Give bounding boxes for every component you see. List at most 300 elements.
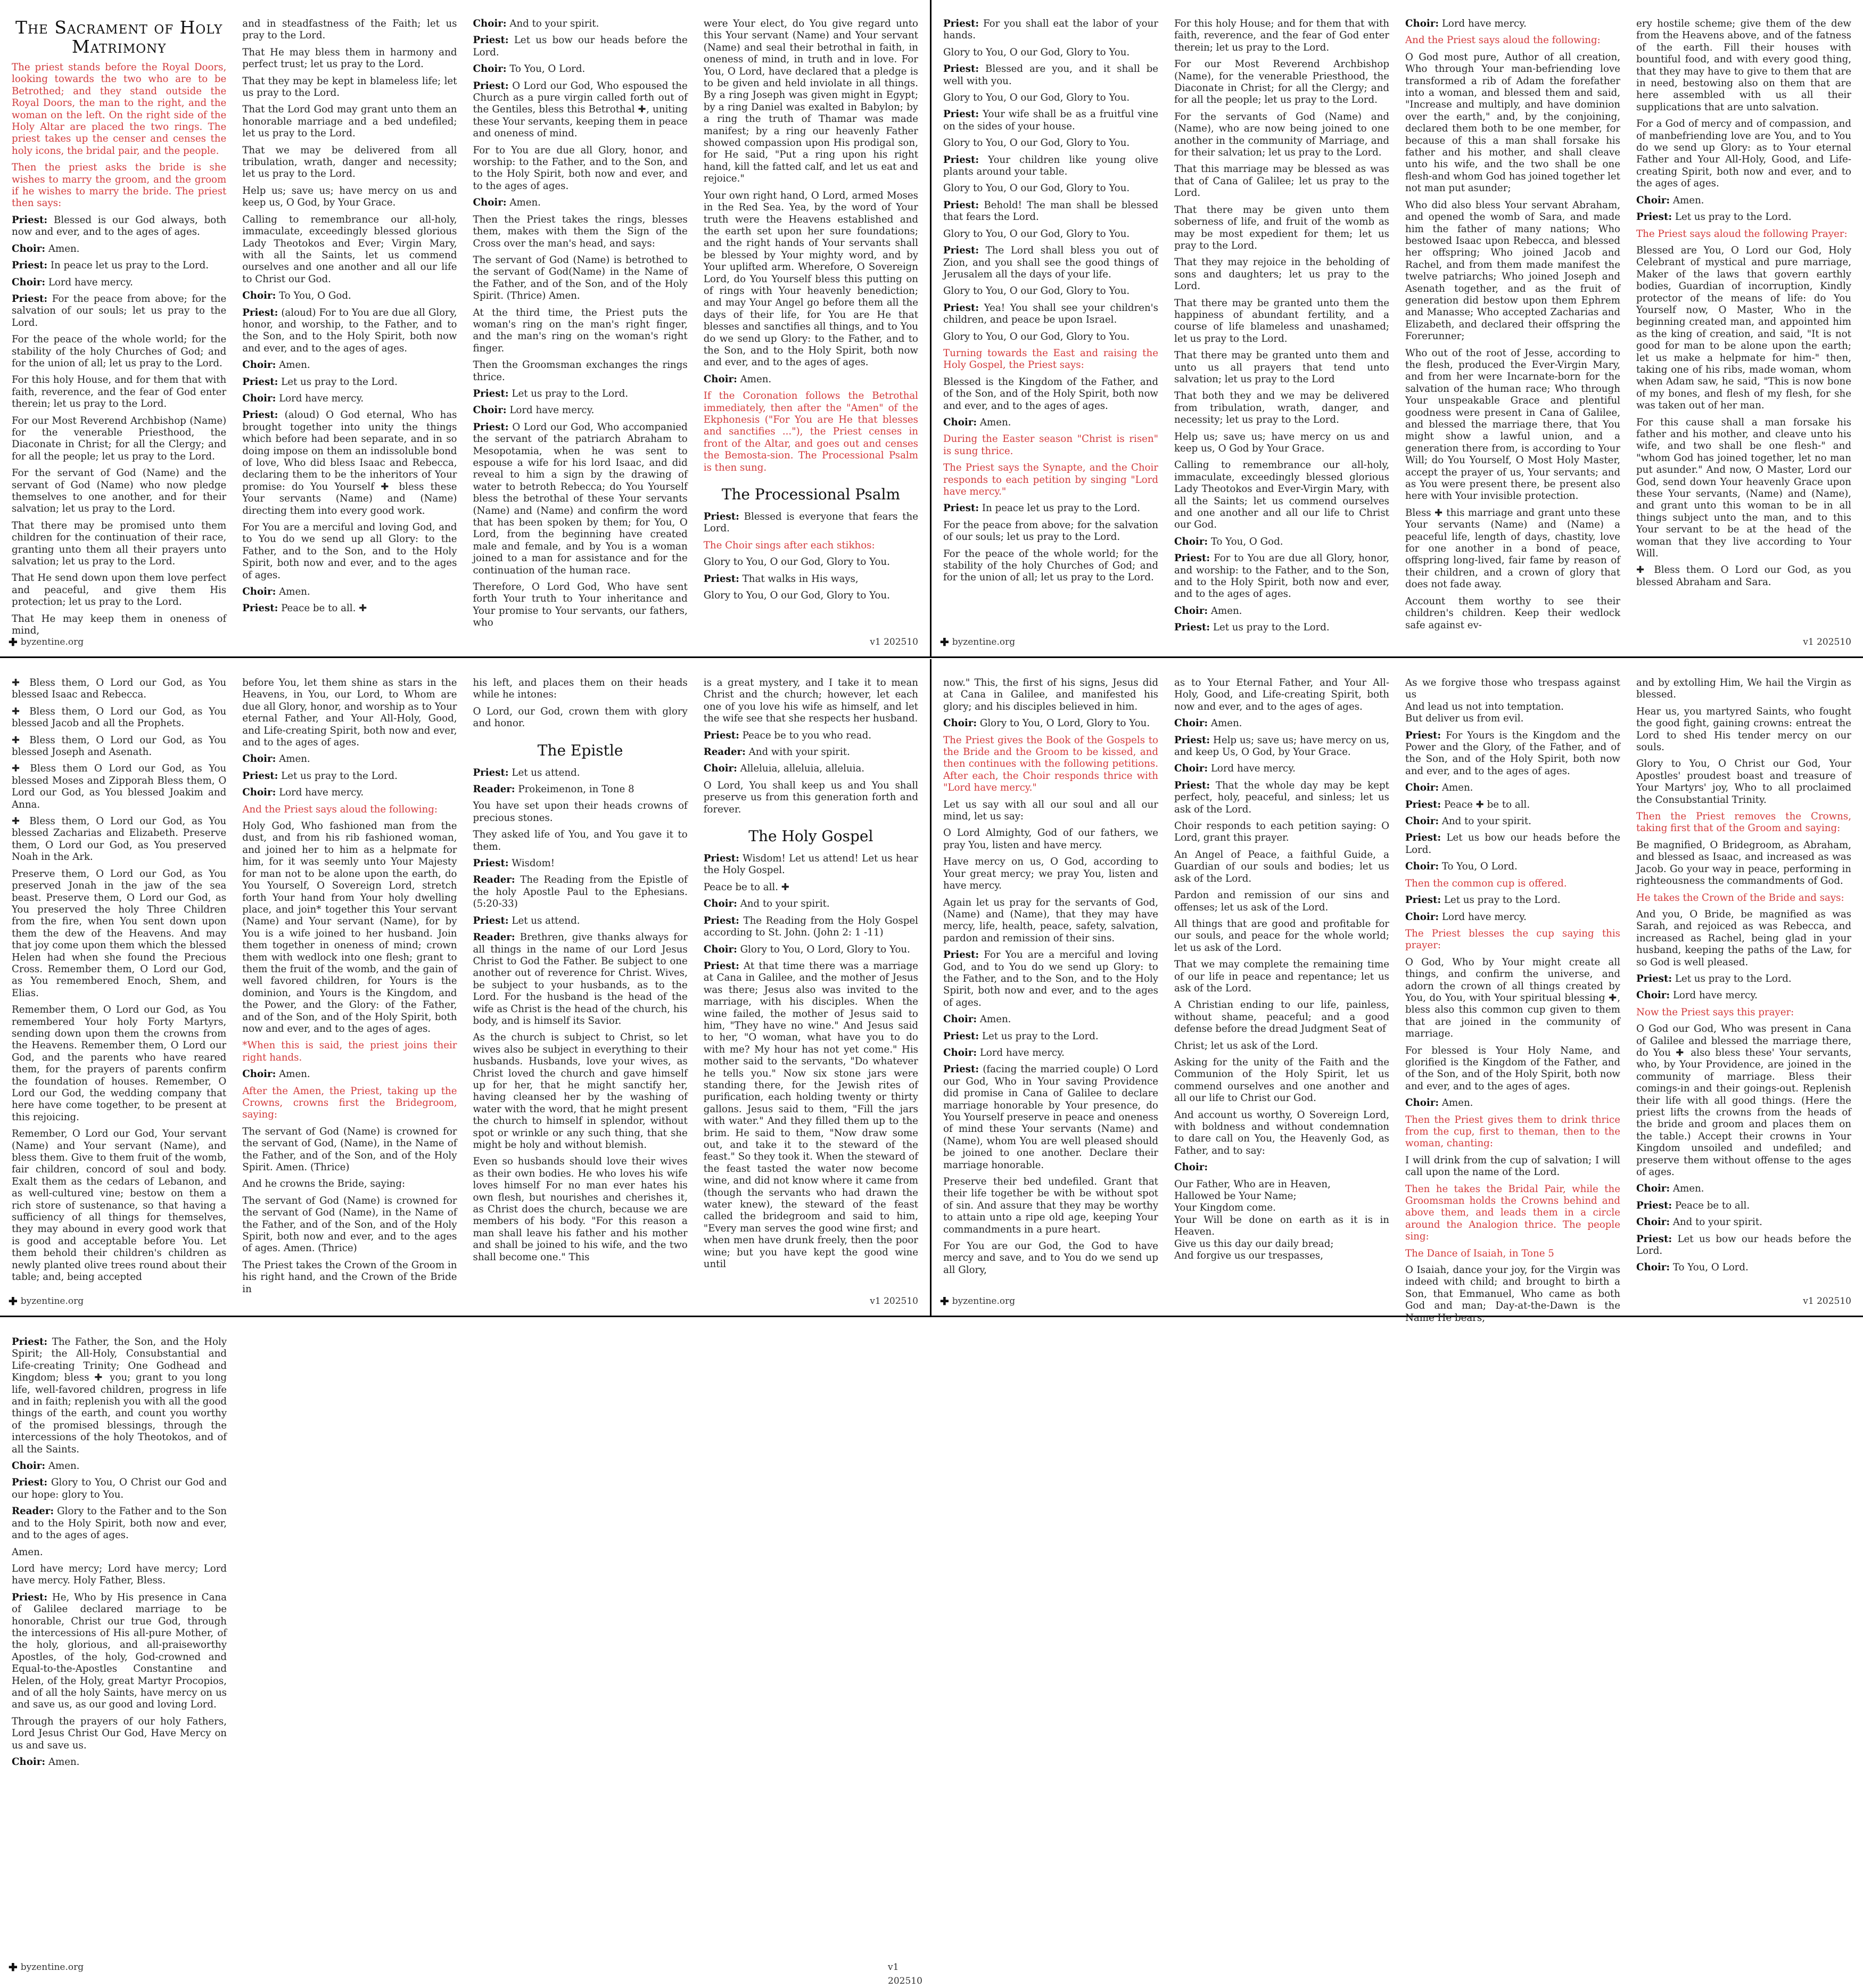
rubric: Then the Priest removes the Crowns, taking first that of the Groom and saying: [1636, 811, 1851, 834]
speaker-label: Choir: [1405, 782, 1439, 794]
paragraph-text: You have set upon their heads crowns of precious stones. [473, 800, 688, 824]
paragraph-text: For You are a merciful and loving God, and to You do we send up Glory: to the Father, and to the Son, and to the Holy Spirit, both now and ever, and to the ages of ages. [943, 949, 1158, 1008]
paragraph-text: For You are our God, the God to have mercy and save, and to You do we send up all Glory, [943, 1241, 1158, 1276]
rubric: The Priest gives the Book of the Gospels to the Bride and the Groom to be kissed, and then continues with the following petitions. After each, the Choir responds thrice with "Lord have mercy." [943, 734, 1158, 794]
text-paragraph [242, 522, 457, 581]
paragraph-text: Amen. [1439, 1097, 1473, 1109]
verse-line: As we forgive those who trespass against us [1405, 677, 1620, 701]
speaker-label: Priest: [943, 1030, 979, 1042]
text-paragraph [12, 735, 226, 759]
text-paragraph [1405, 816, 1620, 827]
paragraph-text: All things that are good and profitable for our souls, and peace for the whole world; let us ask of the Lord. [1174, 918, 1389, 954]
paragraph-text: Amen. [737, 373, 772, 385]
text-paragraph [473, 581, 688, 629]
paragraph-text: as to Your Eternal Father, and Your All-Holy, Good, and Life-creating Spirit, both now and ever, and to the ages of ages. [1174, 677, 1389, 712]
speaker-label: Choir: [1174, 763, 1208, 775]
speaker-label: Priest: [1405, 832, 1441, 844]
paragraph-text: For you shall eat the labor of your hands. [943, 18, 1158, 42]
text-paragraph [12, 572, 226, 608]
verse-line: Give us this day our daily bread; [1174, 1238, 1334, 1250]
text-paragraph [242, 376, 457, 388]
rubric: The priest stands before the Royal Doors, looking towards the two who are to be Betrothed; and they stand outside the Royal Doors, the man to the right, and the woman on the left. On the right side of the Holy Altar are placed the two rings. The priest takes up the censer and censes the holy icons, the bridal pair, and the people. [12, 62, 227, 157]
paragraph-text: Lord have mercy. [1439, 911, 1527, 923]
paragraph-text: And to your spirit. [737, 898, 830, 910]
speaker-label: Priest: [943, 245, 979, 257]
paragraph-text: Glory to the Father and to the Son and to the Holy Spirit, both now and ever, and to the ages of ages. [12, 1506, 227, 1541]
text-paragraph [1636, 1183, 1851, 1195]
site-name: byzentine.org [20, 1962, 84, 1973]
text-paragraph [473, 874, 688, 910]
text-paragraph [12, 374, 226, 410]
paragraph-text: Amen. [45, 243, 80, 254]
speaker-label: Choir: [1174, 605, 1208, 617]
text-paragraph [1174, 1040, 1389, 1052]
speaker-label: Choir: [1636, 1262, 1670, 1274]
text-paragraph [943, 47, 1158, 59]
paragraph-text: Let us say with all our soul and all our mind, let us say: [943, 799, 1158, 823]
rubric: Now the Priest says this prayer: [1636, 1006, 1794, 1018]
text-paragraph [473, 767, 688, 779]
text-paragraph [943, 245, 1158, 281]
speaker-label: Priest: [473, 35, 509, 46]
text-paragraph [12, 1563, 227, 1587]
text-paragraph [473, 706, 688, 730]
text-paragraph [12, 1128, 226, 1283]
text-paragraph [704, 511, 918, 535]
speaker-label: Choir: [1636, 990, 1670, 1001]
paragraph-text: And to your spirit. [1670, 1217, 1762, 1228]
text-paragraph [943, 1014, 1158, 1025]
cross-icon: ✚ [940, 636, 949, 648]
text-paragraph [12, 1477, 227, 1501]
text-paragraph [1636, 909, 1851, 968]
text-paragraph [1636, 211, 1851, 223]
text-paragraph [12, 1716, 227, 1752]
column-4 [1636, 18, 1851, 626]
text-paragraph [1174, 298, 1389, 346]
section-heading: The Epistle [537, 741, 623, 759]
speaker-label: Choir: [1405, 816, 1439, 827]
paragraph-text: Remember, O Lord our God, Your servant (Name) and Your servant (Name), and bless them. Give to them fruit of the womb, fair children, concord of soul and body. Exalt them as the cedars of Lebanon, and as well-cultured vine; bestow on them a rich store of sustenance, so that having a sufficiency of all things for themselves, they may abound in every good work that is good and acceptable before You. Let them behold their children's children as newly planted olive trees round about their table; and, being accepted [12, 1128, 227, 1283]
paragraph-text: Behold! The man shall be blessed that fears the Lord. [943, 199, 1158, 223]
paragraph-text: Wisdom! Let us attend! Let us hear the Holy Gospel. [703, 853, 918, 876]
text-paragraph [1636, 564, 1851, 588]
page-4 [931, 659, 1863, 1324]
paragraph-text: O God most pure, Author of all creation, Who through Your man-befriending love transformed a rib of Adam the forefather into a woman, and blessed them and said, "Increase and multiply, and have dominion over the earth," and, by the conjoining, declared them both to be one member, for because of this a man shall forsake his father and his mother, and shall cleave unto his wife, and the two shall be one flesh-and whom God has joined together let not man put asunder; [1405, 51, 1620, 194]
page-columns [943, 18, 1851, 634]
text-paragraph [1174, 999, 1389, 1035]
column-1 [12, 17, 227, 637]
paragraph-text: I will drink from the cup of salvation; I will call upon the name of the Lord. [1405, 1154, 1620, 1178]
paragraph-text: Your children like young olive plants around your table. [943, 154, 1158, 178]
paragraph-text: were Your elect, do You give regard unto this Your servant (Name) and Your servant (Name) and seal their betrothal in faith, in oneness of mind, in truth and in love. For You, O Lord, have declared that a pledge is to be given and held inviolate in all things. By a ring Joseph was given might in Egypt; by a ring Daniel was exalted in Babylon; by a ring the truth of Thamar was made manifest; by a ring our heavenly Father showed compassion upon His prodigal son, for He said, "Put a ring upon his right hand, kill the fatted calf, and let us eat and rejoice." [703, 18, 918, 185]
text-paragraph [1405, 832, 1620, 856]
paragraph-text: He, Who by His presence in Cana of Galilee declared marriage to be honorable, Christ our true God, through the intercessions of His all-pure Mother, of the holy, glorious, and all-praiseworthy Apostles, of the holy, God-crowned and Equal-to-the-Apostles Constantine and Helen, of the Holy, great Martyr Procopios, and of all the holy Saints, have mercy on us and save us, as our good and loving Lord. [12, 1591, 227, 1711]
paragraph-text: For the servants of God (Name) and (Name), who are now being joined to one another in the community of Marriage, and for their salvation; let us pray to the Lord. [1174, 111, 1389, 159]
paragraph-text: O Isaiah, dance your joy, for the Virgin was indeed with child; and brought to birth a Son, that Emmanuel, Who came as both God and man; Day-at-the-Dawn is the Name He bears, [1405, 1264, 1620, 1324]
rubric: Then the Priest gives them to drink thrice from the cup, first to theman, then to the woman, chanting: [1405, 1114, 1620, 1149]
paragraph-text: For a God of mercy and of compassion, and of manbefriending love are You, and to You do we send up Glory: as to Your eternal Father and Your All-Holy, Good, and Life-creating Spirit, both now and ever, and to the ages of ages. [1636, 118, 1851, 190]
paragraph-text: In peace let us pray to the Lord. [979, 503, 1141, 514]
speaker-label: Priest: [1636, 1233, 1672, 1245]
paragraph-text: Let us pray to the Lord. [278, 376, 398, 388]
paragraph-text: ✚ Bless them, O Lord our God, as You blessed Jacob and all the Prophets. [12, 705, 227, 729]
text-paragraph [1174, 350, 1389, 385]
section-heading: The Processional Psalm [721, 486, 901, 504]
text-paragraph [12, 415, 226, 463]
text-paragraph [704, 677, 918, 725]
column-3 [1405, 677, 1620, 1324]
page-footer [940, 1294, 1851, 1308]
rubric: And the Priest says aloud the following: [242, 803, 438, 815]
rubric: Turning towards the East and raising the Holy Gospel, the Priest says: [943, 347, 1158, 371]
text-paragraph [12, 677, 226, 701]
text-paragraph [473, 214, 688, 250]
paragraph-text: Be magnified, O Bridegroom, as Abraham, and blessed as Isaac, and increased as was Jacob. Go your way in peace, performing in righteousness the commandments of God. [1636, 839, 1851, 887]
paragraph-text: For the servant of God (Name) and the servant of God (Name) who now pledge themselves to one another, and for their salvation; let us pray to the Lord. [12, 467, 227, 515]
paragraph-text: For the peace of the whole world; for the stability of the holy Churches of God; and for the union of all; let us pray to the Lord. [943, 548, 1158, 584]
speaker-label: Priest: [473, 421, 509, 433]
speaker-label: Choir: [242, 586, 276, 598]
text-paragraph [1636, 1023, 1851, 1178]
text-paragraph [1405, 52, 1620, 195]
speaker-label: Choir: [703, 373, 737, 385]
paragraph-text: Glory to You, O our God, Glory to You. [943, 183, 1130, 194]
speaker-label: Priest: [943, 302, 979, 314]
text-paragraph [1174, 431, 1389, 455]
column-3 [473, 677, 688, 1285]
paragraph-text: O Lord, You shall keep us and You shall preserve us from this generation forth and forever. [703, 779, 918, 815]
speaker-label: Choir: [473, 197, 507, 209]
paragraph-text: Glory to You, O our God, Glory to You. [703, 556, 890, 568]
text-paragraph [943, 302, 1158, 326]
text-paragraph [704, 746, 918, 758]
speaker-label: Choir: [943, 718, 977, 729]
paragraph-text: before You, let them shine as stars in the Heavens, in You, our Lord, to Whom are due all Glory, honor, and worship as to Your eternal Father, and Your All-Holy, Good, and Life-creating Spirit, both now and ever, and to the ages of ages. [242, 677, 457, 749]
text-paragraph [1636, 840, 1851, 888]
column-1 [12, 677, 226, 1285]
speaker-label: Priest: [1405, 894, 1441, 906]
paragraph-text: Glory to You, O Christ our God and our hope: glory to You. [12, 1477, 227, 1500]
speaker-label: Priest: [1405, 799, 1441, 810]
paragraph-text: Lord have mercy; Lord have mercy; Lord have mercy. Holy Father, Bless. [12, 1563, 227, 1587]
text-paragraph [12, 763, 226, 811]
paragraph-text: That they may rejoice in the beholding of sons and daughters; let us pray to the Lord. [1174, 257, 1389, 292]
text-paragraph [943, 718, 1158, 729]
paragraph-text: Amen. [12, 1546, 43, 1558]
rubric: During the Easter season "Christ is risen" is sung thrice. [943, 433, 1158, 457]
text-paragraph [943, 503, 1158, 514]
paragraph-text: Lord have mercy. [977, 1047, 1065, 1058]
text-paragraph [1174, 849, 1389, 885]
column-2 [243, 1336, 458, 1951]
paragraph-text: Your wife shall be as a fruitful vine on the sides of your house. [943, 109, 1158, 132]
verse-line: And lead us not into temptation. [1405, 701, 1564, 712]
paragraph-text: Preserve their bed undefiled. Grant that their life together be with be without spot of sin. And assure that they may be worthy to attain unto a ripe old age, keeping Your commandments in a pure heart. [943, 1176, 1158, 1235]
paragraph-text: Account them worthy to see their children's children. Keep their wedlock safe against ev- [1405, 595, 1620, 631]
paragraph-text: Amen. [276, 359, 310, 371]
paragraph-text: Glory to You, O our God, Glory to You. [943, 228, 1130, 240]
text-paragraph [1636, 1262, 1851, 1274]
paragraph-text: Lord have mercy. [506, 405, 595, 416]
speaker-label: Priest: [12, 293, 48, 305]
paragraph-text: They asked life of You, and You gave it to them. [473, 829, 688, 852]
text-paragraph [943, 183, 1158, 194]
paragraph-text: That the whole day may be kept perfect, holy, peaceful, and sinless; let us ask of the Lord. [1174, 779, 1389, 815]
paragraph-text: O God our God, Who was present in Cana of Galilee and blessed the marriage there, do You ✚ also bless these' Your servants, who, by Your Providence, are joined in the community of marriage. Bless their comings-in and their goings-out. Replenish their life with all good things. (Here the priest lifts the crowns from the heads of the bride and groom and places them on the table.) Accept their crowns in Your Kingdom unsoiled and undefiled; and preserve them without offense to the ages of ages. [1636, 1023, 1851, 1178]
paragraph-text: And to your spirit. [1439, 816, 1531, 827]
text-paragraph [242, 1195, 457, 1255]
text-paragraph [1174, 111, 1389, 159]
text-paragraph [704, 374, 918, 385]
text-paragraph [473, 145, 688, 193]
paragraph-text: Let us bow our heads before the Lord. [473, 35, 688, 58]
text-paragraph [473, 307, 688, 355]
paragraph-text: Help us; save us; have mercy on us, and keep Us, O God, by Your Grace. [1174, 734, 1389, 758]
speaker-label: Reader: [703, 746, 746, 758]
text-paragraph [943, 897, 1158, 945]
text-paragraph [1636, 245, 1851, 412]
text-paragraph [943, 154, 1158, 178]
text-paragraph [943, 200, 1158, 224]
text-paragraph [704, 898, 918, 910]
paragraph-text: Even so husbands should love their wives as their own bodies. He who loves his wife loves himself For no man ever hates his own flesh, but nourishes and cherishes it, as Christ does the church, because we are members of his body. "For this reason a man shall leave his father and his mother and shall be joined to his wife, and the two shall become one." This [473, 1156, 688, 1263]
paragraph-text: Let us pray to the Lord. [1672, 973, 1792, 984]
paragraph-text: Help us; save us; have mercy on us and keep us, O God by Your Grace. [1174, 431, 1389, 454]
speaker-label: Reader: [473, 874, 515, 886]
text-paragraph [943, 137, 1158, 149]
paragraph-text: Lord have mercy. [1439, 18, 1527, 29]
speaker-label: Reader: [473, 784, 515, 795]
speaker-label: Choir: [242, 787, 276, 799]
column-4 [704, 18, 918, 626]
paragraph-text: Wisdom! [508, 858, 555, 869]
paragraph-text: For this holy House; and for them that with faith, reverence, and the fear of God enter therein; let us pray to the Lord. [1174, 18, 1389, 53]
text-paragraph [704, 573, 918, 585]
paragraph-text: Who did also bless Your servant Abraham, and opened the womb of Sara, and made him the father of many nations; Who bestowed Isaac upon Rebecca, and blessed her offspring; Who joined Jacob and Rachel, and from them made manifest the twelve patriarchs; Who joined Joseph and Asenath together, and as the fruit of generation did bestow upon them Ephrem and Manasse; Who accepted Zacharias and Elizabeth, and declared their offspring the Forerunner; [1405, 199, 1620, 342]
paragraph-text: The servant of God (Name) is crowned for the servant of God, (Name), in the Name of the Father, and of the Son, and of the Holy Spirit. Amen. (Thrice) [242, 1126, 457, 1173]
text-paragraph [943, 1064, 1158, 1171]
paragraph-text: And you, O Bride, be magnified as was Sarah, and rejoiced as was Rebecca, and increased as Rachel, being glad in your husband, keeping the paths of the Law, for so God is well pleased. [1636, 908, 1851, 968]
text-paragraph [242, 393, 457, 405]
paragraph-text: O God, Who by Your might create all things, and confirm the universe, and adorn the crown of all things created by You, do You, with Your spiritual blessing ✚, bless also this common cup given to them that are joined in the community of marriage. [1405, 956, 1620, 1040]
paragraph-text: That this marriage may be blessed as was that of Cana of Galilee; let us pray to the Lord. [1174, 163, 1389, 199]
speaker-label: Priest: [473, 388, 509, 399]
speaker-label: Priest: [12, 214, 48, 226]
paragraph-text: Glory to You, O our God, Glory to You. [943, 46, 1130, 58]
paragraph-text: (aloud) O God eternal, Who has brought together into unity the things which before had been separate, and in so doing impose on them an indissoluble bond of love, Who did bless Isaac and Rebecca, declaring them to be the inheritors of Your promise: do You Yourself ✚ bless these Your servants (Name) and (Name) directing them into every good work. [242, 409, 457, 516]
paragraph-text: Amen. [1670, 194, 1704, 206]
speaker-label: Choir: [1636, 1217, 1670, 1228]
paragraph-text: And to your spirit. [506, 18, 599, 29]
text-paragraph [1174, 18, 1389, 54]
paragraph-text: For our Most Reverend Archbishop (Name), for the venerable Priesthood, the Diaconate in Christ; for all the Clergy; and for all the people; let us pray to the Lord. [1174, 59, 1389, 106]
cross-icon: ✚ [9, 1295, 18, 1308]
paragraph-text: Glory to You, O Lord, Glory to You. [737, 943, 910, 955]
paragraph-text: Let us pray to the Lord. [979, 1030, 1099, 1042]
speaker-label: Priest: [943, 18, 979, 29]
paragraph-text: Then the Groomsman exchanges the rings thrice. [473, 359, 688, 383]
paragraph-text: A Christian ending to our life, painless, without shame, peaceful; and a good defense before the dread Judgment Seat of [1174, 999, 1389, 1035]
text-paragraph [242, 290, 457, 302]
text-paragraph [242, 1126, 457, 1174]
text-paragraph [242, 677, 457, 749]
paragraph-text: Amen. [45, 1756, 80, 1768]
paragraph-text: Then the Priest takes the rings, blesses them, makes with them the Sign of the Cross over the man's head, and says: [473, 213, 688, 249]
cross-icon: ✚ [9, 636, 18, 648]
text-paragraph [704, 190, 918, 369]
speaker-label: Priest: [943, 109, 979, 120]
text-paragraph [473, 1032, 688, 1151]
text-paragraph [1174, 959, 1389, 995]
text-paragraph [1636, 195, 1851, 207]
text-paragraph [12, 706, 226, 730]
paragraph-text: The servant of God (Name) is crowned for the servant of God (Name), in the Name of the Father, and of the Son, and of the Holy Spirit, both now and ever, and to the ages of ages. Amen. (Thrice) [242, 1195, 457, 1254]
text-paragraph [1174, 735, 1389, 759]
site-name: byzentine.org [952, 637, 1016, 647]
rubric: Then the common cup is offered. [1405, 877, 1567, 889]
paragraph-text: That He may keep them in oneness of mind, [12, 613, 227, 637]
text-paragraph [1174, 820, 1389, 844]
paragraph-text: (aloud) For to You are due all Glory, honor, and worship, to the Father, and to the Son, and to the Holy Spirit, both now and ever, and to the ages of ages. [242, 307, 457, 354]
paragraph-text: For this cause shall a man forsake his father and his mother, and cleave unto his wife, and two shall be one flesh-" and "whom God has joined together, let no man put asunder." And now, O Master, Lord our God, send down Your heavenly Grace upon these Your servants, (Name) and (Name), and grant unto this woman to be in all things subject unto the man, and to this Your servant to be at the head of the woman that they live according to Your Will. [1636, 416, 1851, 560]
text-paragraph [943, 285, 1158, 297]
paragraph-text: Lord have mercy. [1208, 763, 1296, 775]
speaker-label: Choir: [703, 898, 737, 910]
text-paragraph [1405, 861, 1620, 873]
paragraph-text: Help us; save us; have mercy on us and keep us, O God, by Your Grace. [242, 185, 457, 209]
text-paragraph [12, 334, 226, 369]
paragraph-text: To You, O Lord. [1439, 861, 1518, 873]
paragraph-text: Choir responds to each petition saying: O Lord, grant this prayer. [1174, 820, 1389, 844]
text-paragraph [704, 960, 918, 1271]
speaker-label: Priest: [473, 915, 509, 926]
speaker-label: Priest: [12, 260, 48, 272]
text-paragraph [12, 520, 226, 568]
verse-block [1405, 677, 1620, 725]
verse-line: And forgive us our trespasses, [1174, 1250, 1324, 1262]
speaker-label: Priest: [473, 767, 509, 778]
paragraph-text: O Lord our God, Who accompanied the servant of the patriarch Abraham to Mesopotamia, when he was sent to espouse a wife for his lord Isaac, and did reveal to him a sign by the drawing of water to betroth Rebecca; do You Yourself bless the betrothal of these Your servants (Name) and (Name) and confirm the word that has been spoken by them; for You, O Lord, from the beginning have created male and female, and by You is a woman joined to a man for assistance and for the continuation of the human race. [473, 421, 688, 576]
text-paragraph [1636, 973, 1851, 985]
speaker-label: Choir: [703, 763, 737, 775]
column-4 [705, 1336, 920, 1951]
column-2 [242, 677, 457, 1295]
text-paragraph [1174, 763, 1389, 775]
text-paragraph [473, 784, 688, 795]
text-paragraph [473, 800, 688, 824]
text-paragraph [473, 359, 688, 383]
paragraph-text: Asking for the unity of the Faith and the Communion of the Holy Spirit, let us commend ourselves and one another and all our life to Christ our God. [1174, 1056, 1389, 1104]
paragraph-text: That the Lord God may grant unto them an honorable marriage and a bed undefiled; let us pray to the Lord. [242, 104, 457, 139]
text-paragraph [12, 293, 226, 329]
paragraph-text: Amen. [506, 197, 541, 209]
paragraph-text: Christ; let us ask of the Lord. [1174, 1040, 1318, 1051]
paragraph-text: (facing the married couple) O Lord our God, Who in Your saving Providence did promise in Cana of Galilee to declare marriage honorable by Your presence, do You Yourself preserve in peace and oneness of mind these Your servants (Name) and (Name), whom You are well pleased should be joined to one another. Declare their marriage honorable. [943, 1064, 1158, 1171]
verse-line: Hallowed be Your Name; [1174, 1190, 1297, 1202]
speaker-label: Reader: [473, 932, 515, 943]
column-2 [1174, 18, 1389, 634]
paragraph-text: Let us pray to the Lord. [1441, 894, 1561, 906]
text-paragraph [943, 376, 1158, 412]
paragraph-text: Therefore, O Lord God, Who have sent forth Your truth to Your inheritance and Your promise to Your servants, our fathers, who [473, 581, 688, 629]
rubric: Then he takes the Bridal Pair, while the Groomsman holds the Crowns behind and above them, and leads them in a circle around the Analogion thrice. The people sing: [1405, 1183, 1620, 1243]
paragraph-text: To You, O Lord. [506, 63, 586, 75]
column-1 [943, 677, 1158, 1285]
text-paragraph [1174, 605, 1389, 617]
verse-line: Your Kingdom come. [1174, 1202, 1276, 1214]
text-paragraph [242, 586, 457, 598]
text-paragraph [1174, 718, 1389, 729]
page-columns [12, 677, 918, 1295]
paragraph-text: Glory to You, O our God, Glory to You. [943, 92, 1130, 104]
text-paragraph [704, 730, 918, 742]
speaker-label: Choir: [1405, 18, 1439, 29]
text-paragraph [1405, 18, 1620, 30]
version-label: v1 202510 [1803, 637, 1851, 647]
text-paragraph [242, 820, 457, 1035]
text-paragraph [1405, 596, 1620, 631]
text-paragraph [1636, 1200, 1851, 1212]
text-paragraph [473, 677, 688, 701]
rubric: After the Amen, the Priest, taking up the Crowns, crowns first the Bridegroom, saying: [242, 1085, 457, 1121]
speaker-label: Priest: [242, 770, 278, 782]
paragraph-text: ✚ Bless them, O Lord our God, as You blessed Joseph and Asenath. [12, 734, 227, 758]
text-paragraph [12, 1460, 227, 1472]
column-3 [1405, 18, 1620, 631]
paragraph-text: is a great mystery, and I take it to mean Christ and the church; however, let each one of you love his wife as himself, and let the wife see that she respects her husband. [703, 677, 918, 725]
column-3 [474, 1336, 689, 1951]
text-paragraph [1636, 118, 1851, 190]
text-paragraph [473, 932, 688, 1027]
paragraph-text: Blessed is the Kingdom of the Father, and of the Son, and of the Holy Spirit, both now and ever, and to the ages of ages. [943, 376, 1158, 412]
speaker-label: Choir: [473, 63, 507, 75]
paragraph-text: Amen. [276, 1069, 310, 1080]
paragraph-text: The Lord shall bless you out of Zion, and you shall see the good things of Jerusalem all the days of your life. [943, 245, 1158, 280]
text-paragraph [1174, 622, 1389, 634]
text-paragraph [1636, 417, 1851, 560]
paragraph-text: And with your spirit. [745, 746, 850, 758]
rubric: He takes the Crown of the Bride and says: [1636, 892, 1844, 903]
paragraph-text: Glory to You, O Lord, Glory to You. [977, 718, 1150, 729]
text-paragraph [1174, 163, 1389, 199]
page-columns [12, 1336, 920, 1951]
paragraph-text: and by extolling Him, We hail the Virgin as blessed. [1636, 677, 1851, 701]
text-paragraph [943, 548, 1158, 584]
text-paragraph [1174, 780, 1389, 816]
speaker-label: Choir: [1174, 1162, 1208, 1173]
paragraph-text: Let us pray to the Lord. [1210, 622, 1330, 634]
paragraph-text: For Yours is the Kingdom and the Power and the Glory, of the Father, and of the Son, and of the Holy Spirit, both now and ever, and to the ages of ages. [1405, 729, 1620, 777]
paragraph-text: For to You are due all Glory, honor, and worship: to the Father, and to the Son, and to the Holy Spirit, both now and ever, and to the ages of ages. [473, 144, 688, 192]
rubric: The Priest says the Synapte, and the Choir responds to each petition by singing "Lord have mercy." [943, 462, 1158, 497]
text-paragraph [242, 753, 457, 765]
version-label: v1 202510 [870, 637, 918, 647]
speaker-label: Priest: [703, 853, 739, 865]
speaker-label: Priest: [943, 63, 979, 75]
page-footer [940, 635, 1851, 649]
text-paragraph [1636, 758, 1851, 806]
text-paragraph [242, 359, 457, 371]
text-paragraph [1405, 1155, 1620, 1179]
text-paragraph [12, 277, 226, 289]
page-1 [0, 0, 931, 658]
text-paragraph [473, 18, 688, 30]
text-paragraph [943, 92, 1158, 104]
paragraph-text: Again let us pray for the servants of God, (Name) and (Name), that they may have mercy, life, health, peace, safety, salvation, pardon and remission of their sins. [943, 897, 1158, 944]
text-paragraph [1174, 204, 1389, 252]
speaker-label: Priest: [1174, 734, 1210, 746]
